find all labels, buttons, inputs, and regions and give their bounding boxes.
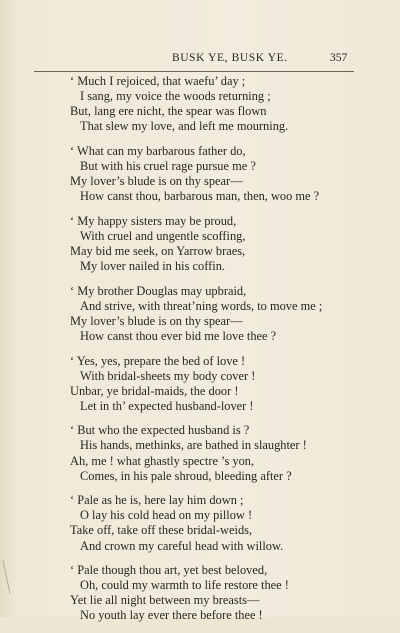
stanza-7 xyxy=(0,493,400,553)
verse-line: But with his cruel rage pursue me ? xyxy=(80,158,256,173)
verse-line: My lover’s blude is on thy spear— xyxy=(70,174,243,189)
verse-line: ‘ My happy sisters may be proud, xyxy=(70,213,237,228)
stanza-3 xyxy=(0,214,400,274)
verse-line: ‘ Much I rejoiced, that waefu’ day ; xyxy=(70,74,246,88)
verse-line: ‘ Yes, yes, prepare the bed of love ! xyxy=(70,353,246,368)
verse-line: But, lang ere nicht, the spear was flown xyxy=(70,104,267,119)
verse-line: Comes, in his pale shroud, bleeding after ? xyxy=(80,468,292,483)
verse-line: My lover nailed in his coffin. xyxy=(80,259,225,274)
poem-body xyxy=(0,74,400,633)
verse-line: Unbar, ye bridal-maids, the door ! xyxy=(70,383,239,398)
page-number: 357 xyxy=(330,52,348,64)
verse-line: I sang, my voice the woods returning ; xyxy=(80,89,271,104)
stanza-4 xyxy=(0,284,400,344)
header-rule xyxy=(34,71,354,72)
verse-line: Let in th’ expected husband-lover ! xyxy=(80,398,254,413)
verse-line: No youth lay ever there before thee ! xyxy=(80,608,263,623)
stanza-1 xyxy=(0,74,400,134)
stanza-8 xyxy=(0,563,400,623)
verse-line: And strive, with threat’ning words, to move me ; xyxy=(80,298,323,313)
verse-line: His hands, methinks, are bathed in slaughter ! xyxy=(80,438,307,453)
verse-line: Ah, me ! what ghastly spectre ’s yon, xyxy=(70,453,255,468)
verse-line: Take off, take off these bridal-weids, xyxy=(70,523,253,538)
verse-line: How canst thou ever bid me love thee ? xyxy=(80,328,277,343)
verse-line: With cruel and ungentle scoffing, xyxy=(80,228,246,243)
verse-line: Oh, could my warmth to life restore thee ! xyxy=(80,578,289,593)
stanza-6 xyxy=(0,423,400,483)
verse-line: That slew my love, and left me mourning. xyxy=(80,119,289,134)
running-title: BUSK YE, BUSK YE. xyxy=(172,52,288,64)
verse-line: ‘ My brother Douglas may upbraid, xyxy=(70,283,247,298)
verse-line: My lover’s blude is on thy spear— xyxy=(70,313,243,328)
stanza-5 xyxy=(0,354,400,414)
verse-line: May bid me seek, on Yarrow braes, xyxy=(70,243,246,258)
verse-line: O lay his cold head on my pillow ! xyxy=(80,508,253,523)
verse-line: How canst thou, barbarous man, then, woo me ? xyxy=(80,189,320,204)
page-header xyxy=(0,52,400,68)
verse-line: And crown my careful head with willow. xyxy=(80,538,284,553)
verse-line: ‘ Pale as he is, here lay him down ; xyxy=(70,493,244,508)
verse-line: ‘ Pale though thou art, yet best beloved, xyxy=(70,563,268,578)
verse-line: Yet lie all night between my breasts— xyxy=(70,593,260,608)
stanza-2 xyxy=(0,144,400,204)
verse-line: ‘ What can my barbarous father do, xyxy=(70,143,246,158)
verse-line: ‘ But who the expected husband is ? xyxy=(70,423,250,438)
verse-line: With bridal-sheets my body cover ! xyxy=(80,368,256,383)
